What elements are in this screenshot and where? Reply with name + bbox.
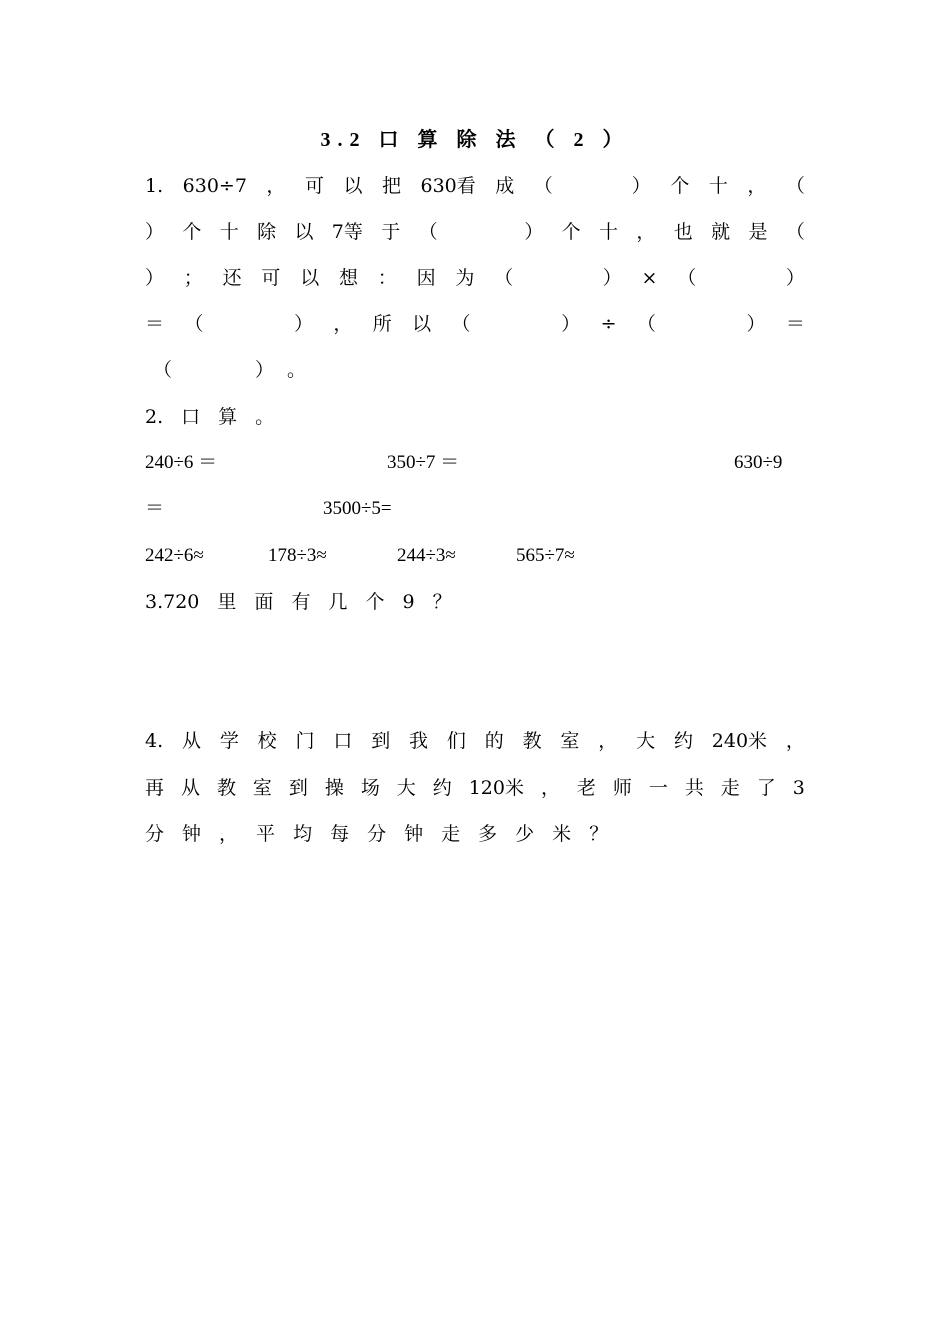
q3-token: 9 (402, 591, 415, 613)
q1-token: 也 (673, 221, 693, 243)
q4-token: 240 (711, 730, 749, 752)
q4-token: 从 (181, 730, 201, 752)
q4-token: 约 (673, 730, 693, 752)
q1-token: 想 (338, 267, 358, 289)
q4-line-1 (145, 726, 805, 756)
q1-token: 于 (381, 221, 401, 243)
q1-token: × (641, 267, 658, 289)
q1-line-4 (145, 309, 805, 339)
q1-token: ＝ (145, 313, 165, 335)
q3-token: 个 (365, 591, 385, 613)
q4-token: 大 (396, 777, 416, 799)
q1-token: ＝ (785, 313, 805, 335)
q3-token: 几 (328, 591, 348, 613)
problem-240-div-6: 240÷6 ＝ (145, 452, 218, 473)
q2-heading (145, 402, 805, 432)
q1-token: 可 (261, 267, 281, 289)
q1-token: ） (524, 221, 544, 243)
q1-token: 630 (420, 175, 457, 197)
q4-token: 我 (409, 730, 429, 752)
q1-token: 1. (145, 175, 164, 197)
q1-token: ） (255, 359, 275, 381)
q4-token: 多 (478, 823, 498, 845)
q4-line-3 (145, 819, 805, 849)
problem-242-div-6: 242÷6≈ (145, 545, 204, 566)
q4-token: 再 (145, 777, 165, 799)
q4-token: ， (219, 823, 239, 845)
q1-token: 以 (300, 267, 320, 289)
q1-token: 十 (708, 175, 728, 197)
q4-token: ， (785, 730, 805, 752)
q1-token: （ (153, 359, 173, 381)
q3-line (145, 587, 805, 617)
q1-token: ） (746, 313, 766, 335)
q1-token: 630÷7 (182, 175, 247, 197)
q4-token: 分 (145, 823, 165, 845)
q1-token: （ (184, 313, 204, 335)
q1-token: ， (333, 313, 353, 335)
q4-token: 到 (371, 730, 391, 752)
q4-token: 室 (560, 730, 580, 752)
q4-token: 老 (576, 777, 596, 799)
q4-token: 少 (515, 823, 535, 845)
q4-token: 约 (432, 777, 452, 799)
q4-token: 教 (522, 730, 542, 752)
q1-token: ） (631, 175, 651, 197)
q4-token: 口 (333, 730, 353, 752)
q1-token: 个 (670, 175, 690, 197)
q4-token: 从 (180, 777, 200, 799)
q1-token: （ (785, 221, 805, 243)
q1-token: 十 (219, 221, 239, 243)
q1-group (420, 171, 475, 201)
q4-token: 米 (552, 823, 572, 845)
q1-token: （ (494, 267, 514, 289)
q1-token: ） (602, 267, 622, 289)
q1-token: ： (377, 267, 397, 289)
q1-token: 以 (343, 175, 363, 197)
q4-token: 门 (295, 730, 315, 752)
q4-token: 每 (330, 823, 350, 845)
problem-244-div-3: 244÷3≈ (397, 545, 456, 566)
q3-token: 面 (254, 591, 274, 613)
q3-token: 3.720 (145, 591, 200, 613)
q1-token: 以 (412, 313, 432, 335)
q1-token: （ (677, 267, 697, 289)
q1-token: 还 (222, 267, 242, 289)
q1-token: （ (451, 313, 471, 335)
q1-line-3 (145, 263, 805, 293)
q1-token: 除 (257, 221, 277, 243)
q4-token: 米 (748, 730, 768, 752)
q4-token: 到 (288, 777, 308, 799)
q4-group (712, 726, 767, 756)
q1-token: ， (636, 221, 656, 243)
q1-token: 个 (182, 221, 202, 243)
q4-token: 分 (367, 823, 387, 845)
q1-token: 看 (456, 175, 476, 197)
problem-equals: ＝ (145, 498, 165, 519)
q1-token: 把 (381, 175, 401, 197)
q1-token: 所 (372, 313, 392, 335)
q4-token: 师 (612, 777, 632, 799)
q4-token: 操 (324, 777, 344, 799)
q1-token: 可 (304, 175, 324, 197)
q4-line-2 (145, 773, 805, 803)
q4-token: 校 (257, 730, 277, 752)
q1-token: 7 (331, 221, 344, 243)
q4-group (469, 773, 524, 803)
q1-token: 十 (599, 221, 619, 243)
q1-token: （ (785, 175, 805, 197)
q4-token: 共 (684, 777, 704, 799)
q1-token: （ (636, 313, 656, 335)
q2-token: 。 (255, 406, 275, 428)
q1-line-5 (145, 355, 345, 385)
q4-token: 均 (293, 823, 313, 845)
q2-token: 口 (181, 406, 201, 428)
q3-token: 里 (217, 591, 237, 613)
q1-token: 以 (294, 221, 314, 243)
q4-token: 3 (792, 777, 805, 799)
q2-token: 算 (218, 406, 238, 428)
q4-token: ？ (589, 823, 609, 845)
q4-token: 走 (720, 777, 740, 799)
q4-token: 平 (256, 823, 276, 845)
q3-token: ？ (432, 591, 452, 613)
problem-350-div-7: 350÷7 ＝ (387, 452, 460, 473)
q1-token: 成 (495, 175, 515, 197)
q2-token: 2. (145, 406, 164, 428)
q1-token: （ (533, 175, 553, 197)
q1-token: 是 (748, 221, 768, 243)
q4-token: 4. (145, 730, 164, 752)
q4-token: 的 (484, 730, 504, 752)
q4-token: 钟 (182, 823, 202, 845)
q4-token: 了 (756, 777, 776, 799)
problem-565-div-7: 565÷7≈ (516, 545, 575, 566)
q4-token: 钟 (404, 823, 424, 845)
q4-token: 大 (636, 730, 656, 752)
q1-token: ÷ (600, 313, 617, 335)
q1-line-1 (145, 171, 805, 201)
q4-token: 教 (216, 777, 236, 799)
q1-token: 等 (343, 221, 363, 243)
q3-token: 有 (291, 591, 311, 613)
q4-token: 一 (648, 777, 668, 799)
page-title: 3.2 口 算 除 法 （ 2 ） (320, 129, 630, 151)
q4-token: ， (598, 730, 618, 752)
q1-token: ） (145, 267, 165, 289)
q1-token: 为 (455, 267, 475, 289)
q1-token: 就 (711, 221, 731, 243)
q4-token: ， (540, 777, 560, 799)
q1-token: 个 (561, 221, 581, 243)
q1-token: ） (561, 313, 581, 335)
q4-token: 米 (504, 777, 524, 799)
q4-token: 们 (446, 730, 466, 752)
q1-token: ） (294, 313, 314, 335)
problem-3500-div-5: 3500÷5= (323, 498, 392, 519)
q1-line-2 (145, 217, 805, 247)
q4-token: 走 (441, 823, 461, 845)
q1-token: （ (418, 221, 438, 243)
q4-token: 120 (468, 777, 505, 799)
q4-token: 学 (219, 730, 239, 752)
q1-token: ， (747, 175, 767, 197)
q1-token: ） (145, 221, 165, 243)
q4-token: 室 (252, 777, 272, 799)
problem-178-div-3: 178÷3≈ (268, 545, 327, 566)
q1-token: 。 (287, 359, 307, 381)
problem-630-div-9: 630÷9 (734, 452, 783, 473)
q1-token: ， (266, 175, 286, 197)
q1-token: ； (183, 267, 203, 289)
q1-token: ） (785, 267, 805, 289)
q1-group (332, 217, 363, 247)
q1-token: 因 (416, 267, 436, 289)
q4-token: 场 (360, 777, 380, 799)
